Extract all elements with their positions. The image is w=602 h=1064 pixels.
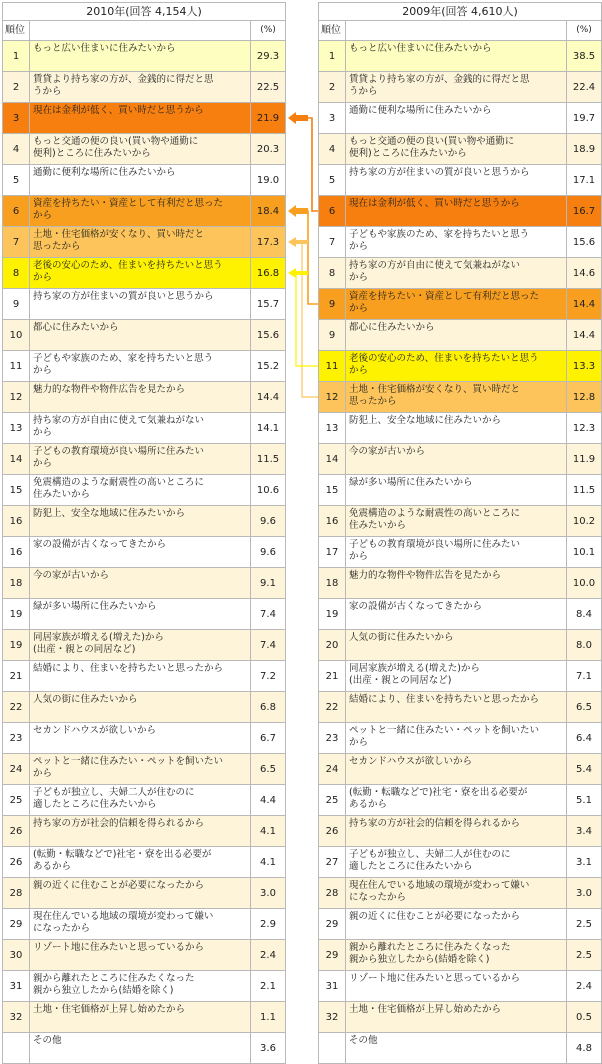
rank-cell bbox=[319, 1033, 346, 1064]
percent-cell: 8.4 bbox=[567, 599, 602, 630]
rank-cell: 11 bbox=[3, 351, 30, 382]
table-row bbox=[3, 661, 286, 692]
rank-cell: 29 bbox=[3, 909, 30, 940]
rank-cell: 24 bbox=[3, 754, 30, 785]
reason-cell: 資産を持ちたい・資産として有利だと思った から bbox=[346, 289, 567, 320]
percent-cell: 2.1 bbox=[251, 971, 286, 1002]
rank-cell: 18 bbox=[319, 568, 346, 599]
rank-cell: 8 bbox=[319, 258, 346, 289]
table-row bbox=[3, 227, 286, 258]
percent-cell: 9.6 bbox=[251, 537, 286, 568]
rank-cell: 10 bbox=[3, 320, 30, 351]
rank-cell: 19 bbox=[3, 599, 30, 630]
reason-cell: 老後の安心のため、住まいを持ちたいと思う から bbox=[346, 351, 567, 382]
percent-cell: 29.3 bbox=[251, 41, 286, 72]
connector-line bbox=[300, 211, 318, 304]
reason-cell: 同居家族が増える(増えた)から (出産・親との同居など) bbox=[30, 630, 251, 661]
percent-cell: 14.4 bbox=[567, 289, 602, 320]
rank-cell: 3 bbox=[319, 103, 346, 134]
reason-cell: 持ち家の方が住まいの質が良いと思うから bbox=[346, 165, 567, 196]
table-row bbox=[319, 599, 602, 630]
table-row bbox=[319, 909, 602, 940]
table-row bbox=[319, 1002, 602, 1033]
arrow-left-icon bbox=[288, 237, 308, 247]
reason-cell: 持ち家の方が自由に使えて気兼ねがない から bbox=[346, 258, 567, 289]
rank-cell: 25 bbox=[319, 785, 346, 816]
table-row bbox=[3, 785, 286, 816]
reason-cell: もっと交通の便の良い(買い物や通勤に 便利)ところに住みたいから bbox=[346, 134, 567, 165]
reason-cell: 現在は金利が低く、買い時だと思うから bbox=[346, 196, 567, 227]
unit-header: (%) bbox=[567, 21, 602, 41]
percent-cell: 2.4 bbox=[251, 940, 286, 971]
rank-cell: 17 bbox=[319, 537, 346, 568]
percent-cell: 7.2 bbox=[251, 661, 286, 692]
table-row bbox=[319, 1033, 602, 1064]
rank-cell: 31 bbox=[319, 971, 346, 1002]
rank-cell: 3 bbox=[3, 103, 30, 134]
reason-cell: 免震構造のような耐震性の高いところに 住みたいから bbox=[346, 506, 567, 537]
rank-cell: 27 bbox=[319, 847, 346, 878]
reason-cell: セカンドハウスが欲しいから bbox=[30, 723, 251, 754]
percent-cell: 15.6 bbox=[251, 320, 286, 351]
percent-cell: 17.1 bbox=[567, 165, 602, 196]
reason-cell: 緑が多い場所に住みたいから bbox=[30, 599, 251, 630]
reason-cell: 子どもの教育環境が良い場所に住みたい から bbox=[30, 444, 251, 475]
table-row bbox=[319, 382, 602, 413]
reason-cell: 土地・住宅価格が安くなり、買い時だと 思ったから bbox=[346, 382, 567, 413]
rank-cell: 8 bbox=[3, 258, 30, 289]
rank-cell: 21 bbox=[319, 661, 346, 692]
reason-cell: 親から離れたところに住みたくなった 親から独立したから(結婚を除く) bbox=[346, 940, 567, 971]
rank-cell: 4 bbox=[3, 134, 30, 165]
table-row bbox=[319, 661, 602, 692]
reason-cell: 持ち家の方が住まいの質が良いと思うから bbox=[30, 289, 251, 320]
reason-cell: 今の家が古いから bbox=[30, 568, 251, 599]
reason-cell: 土地・住宅価格が上昇し始めたから bbox=[30, 1002, 251, 1033]
reason-cell: セカンドハウスが欲しいから bbox=[346, 754, 567, 785]
reason-cell: 都心に住みたいから bbox=[30, 320, 251, 351]
reason-header bbox=[346, 21, 567, 41]
percent-cell: 10.0 bbox=[567, 568, 602, 599]
percent-cell: 2.4 bbox=[567, 971, 602, 1002]
table-row bbox=[3, 971, 286, 1002]
percent-cell: 3.1 bbox=[567, 847, 602, 878]
rank-cell: 4 bbox=[319, 134, 346, 165]
percent-cell: 8.0 bbox=[567, 630, 602, 661]
table-row bbox=[319, 103, 602, 134]
percent-cell: 5.1 bbox=[567, 785, 602, 816]
rank-cell: 7 bbox=[3, 227, 30, 258]
table-row bbox=[3, 444, 286, 475]
table-row bbox=[319, 351, 602, 382]
rank-cell: 26 bbox=[3, 816, 30, 847]
rank-cell: 19 bbox=[3, 630, 30, 661]
table-row bbox=[3, 878, 286, 909]
rank-cell: 9 bbox=[319, 320, 346, 351]
percent-cell: 38.5 bbox=[567, 41, 602, 72]
rank-cell: 16 bbox=[3, 537, 30, 568]
table-row bbox=[3, 599, 286, 630]
table-row bbox=[3, 847, 286, 878]
rank-cell: 26 bbox=[3, 847, 30, 878]
reason-cell: 現在住んでいる地域の環境が変わって嫌い になったから bbox=[346, 878, 567, 909]
reason-cell: 通勤に便利な場所に住みたいから bbox=[30, 165, 251, 196]
reason-cell: 人気の街に住みたいから bbox=[346, 630, 567, 661]
table-row bbox=[319, 506, 602, 537]
reason-cell: (転勤・転職などで)社宅・寮を出る必要が あるから bbox=[30, 847, 251, 878]
ranking-table-2010 bbox=[2, 2, 286, 1064]
rank-cell: 16 bbox=[3, 506, 30, 537]
percent-cell: 9.1 bbox=[251, 568, 286, 599]
rank-cell: 28 bbox=[3, 878, 30, 909]
table-row bbox=[3, 754, 286, 785]
rank-cell: 9 bbox=[319, 289, 346, 320]
reason-cell: 老後の安心のため、住まいを持ちたいと思う から bbox=[30, 258, 251, 289]
table-row bbox=[3, 196, 286, 227]
reason-cell: その他 bbox=[346, 1033, 567, 1064]
reason-cell: リゾート地に住みたいと思っているから bbox=[346, 971, 567, 1002]
table-row bbox=[3, 1033, 286, 1064]
rank-cell: 15 bbox=[319, 475, 346, 506]
reason-cell: 免震構造のような耐震性の高いところに 住みたいから bbox=[30, 475, 251, 506]
rank-cell: 12 bbox=[3, 382, 30, 413]
table-row bbox=[3, 72, 286, 103]
rank-cell: 13 bbox=[319, 413, 346, 444]
reason-cell: リゾート地に住みたいと思っているから bbox=[30, 940, 251, 971]
table-row bbox=[319, 413, 602, 444]
reason-cell: ペットと一緒に住みたい・ペットを飼いたい から bbox=[30, 754, 251, 785]
connector-line bbox=[300, 242, 318, 397]
table-row bbox=[319, 227, 602, 258]
rank-cell: 16 bbox=[319, 506, 346, 537]
rank-cell: 1 bbox=[3, 41, 30, 72]
rank-cell: 5 bbox=[3, 165, 30, 196]
rank-cell: 30 bbox=[3, 940, 30, 971]
percent-cell: 11.9 bbox=[567, 444, 602, 475]
rank-cell: 11 bbox=[319, 351, 346, 382]
percent-cell: 16.8 bbox=[251, 258, 286, 289]
table-row bbox=[3, 506, 286, 537]
reason-cell: 土地・住宅価格が上昇し始めたから bbox=[346, 1002, 567, 1033]
rank-cell: 6 bbox=[3, 196, 30, 227]
arrow-left-icon bbox=[288, 205, 308, 217]
rank-cell: 7 bbox=[319, 227, 346, 258]
percent-cell: 15.6 bbox=[567, 227, 602, 258]
percent-cell: 10.2 bbox=[567, 506, 602, 537]
percent-cell: 6.4 bbox=[567, 723, 602, 754]
rank-cell: 12 bbox=[319, 382, 346, 413]
percent-cell: 14.6 bbox=[567, 258, 602, 289]
table-row bbox=[319, 816, 602, 847]
rank-cell: 31 bbox=[3, 971, 30, 1002]
unit-header: (%) bbox=[251, 21, 286, 41]
reason-cell: 現在は金利が低く、買い時だと思うから bbox=[30, 103, 251, 134]
percent-cell: 6.5 bbox=[251, 754, 286, 785]
table-row bbox=[3, 537, 286, 568]
table-title-2009: 2009年(回答 4,610人) bbox=[319, 3, 602, 21]
table-row bbox=[3, 630, 286, 661]
percent-cell: 18.9 bbox=[567, 134, 602, 165]
percent-cell: 19.7 bbox=[567, 103, 602, 134]
reason-cell: 子どもや家族のため、家を持ちたいと思う から bbox=[346, 227, 567, 258]
table-row bbox=[3, 41, 286, 72]
table-row bbox=[319, 72, 602, 103]
reason-cell: 防犯上、安全な地域に住みたいから bbox=[30, 506, 251, 537]
percent-cell: 3.4 bbox=[567, 816, 602, 847]
percent-cell: 19.0 bbox=[251, 165, 286, 196]
table-row bbox=[3, 103, 286, 134]
table-row bbox=[319, 475, 602, 506]
percent-cell: 0.5 bbox=[567, 1002, 602, 1033]
arrow-left-icon bbox=[288, 268, 308, 278]
table-row bbox=[3, 351, 286, 382]
percent-cell: 10.1 bbox=[567, 537, 602, 568]
table-row bbox=[319, 444, 602, 475]
rank-cell bbox=[3, 1033, 30, 1064]
rank-cell: 29 bbox=[319, 940, 346, 971]
percent-cell: 6.5 bbox=[567, 692, 602, 723]
table-row bbox=[319, 320, 602, 351]
table-row bbox=[3, 940, 286, 971]
percent-cell: 12.8 bbox=[567, 382, 602, 413]
percent-cell: 14.4 bbox=[567, 320, 602, 351]
table-title-2010: 2010年(回答 4,154人) bbox=[3, 3, 286, 21]
rank-cell: 23 bbox=[3, 723, 30, 754]
table-row bbox=[319, 165, 602, 196]
reason-cell: 人気の街に住みたいから bbox=[30, 692, 251, 723]
reason-cell: 今の家が古いから bbox=[346, 444, 567, 475]
table-row bbox=[3, 165, 286, 196]
rank-cell: 2 bbox=[319, 72, 346, 103]
connector-line bbox=[296, 273, 318, 366]
rank-cell: 26 bbox=[319, 816, 346, 847]
table-row bbox=[319, 258, 602, 289]
table-row bbox=[319, 754, 602, 785]
rank-cell: 6 bbox=[319, 196, 346, 227]
percent-cell: 4.8 bbox=[567, 1033, 602, 1064]
table-row bbox=[319, 568, 602, 599]
percent-cell: 7.4 bbox=[251, 630, 286, 661]
reason-cell: 賃貸より持ち家の方が、金銭的に得だと思 うから bbox=[30, 72, 251, 103]
rank-cell: 29 bbox=[319, 909, 346, 940]
table-row bbox=[319, 847, 602, 878]
reason-cell: ペットと一緒に住みたい・ペットを飼いたい から bbox=[346, 723, 567, 754]
table-row bbox=[3, 816, 286, 847]
table-row bbox=[3, 320, 286, 351]
percent-cell: 16.7 bbox=[567, 196, 602, 227]
table-row bbox=[3, 568, 286, 599]
rank-cell: 23 bbox=[319, 723, 346, 754]
reason-cell: 子どもの教育環境が良い場所に住みたい から bbox=[346, 537, 567, 568]
table-row bbox=[319, 940, 602, 971]
reason-cell: 家の設備が古くなってきたから bbox=[346, 599, 567, 630]
reason-cell: 親の近くに住むことが必要になったから bbox=[346, 909, 567, 940]
reason-cell: 魅力的な物件や物件広告を見たから bbox=[30, 382, 251, 413]
percent-cell: 4.4 bbox=[251, 785, 286, 816]
percent-cell: 12.3 bbox=[567, 413, 602, 444]
reason-cell: 魅力的な物件や物件広告を見たから bbox=[346, 568, 567, 599]
ranking-table-2009 bbox=[318, 2, 602, 1064]
rank-cell: 2 bbox=[3, 72, 30, 103]
rank-cell: 14 bbox=[319, 444, 346, 475]
percent-cell: 15.2 bbox=[251, 351, 286, 382]
percent-cell: 11.5 bbox=[567, 475, 602, 506]
rank-cell: 28 bbox=[319, 878, 346, 909]
reason-cell: 子どもが独立し、夫婦二人が住むのに 適したところに住みたいから bbox=[30, 785, 251, 816]
table-row bbox=[319, 289, 602, 320]
percent-cell: 13.3 bbox=[567, 351, 602, 382]
percent-cell: 3.0 bbox=[567, 878, 602, 909]
percent-cell: 2.5 bbox=[567, 940, 602, 971]
reason-cell: もっと交通の便の良い(買い物や通勤に 便利)ところに住みたいから bbox=[30, 134, 251, 165]
rank-cell: 19 bbox=[319, 599, 346, 630]
table-row bbox=[319, 537, 602, 568]
percent-cell: 1.1 bbox=[251, 1002, 286, 1033]
percent-cell: 14.4 bbox=[251, 382, 286, 413]
percent-cell: 6.8 bbox=[251, 692, 286, 723]
rank-cell: 22 bbox=[3, 692, 30, 723]
table-row bbox=[319, 785, 602, 816]
percent-cell: 9.6 bbox=[251, 506, 286, 537]
reason-cell: 都心に住みたいから bbox=[346, 320, 567, 351]
reason-cell: 防犯上、安全な地域に住みたいから bbox=[346, 413, 567, 444]
rank-cell: 18 bbox=[3, 568, 30, 599]
reason-cell: 現在住んでいる地域の環境が変わって嫌い になったから bbox=[30, 909, 251, 940]
percent-cell: 7.4 bbox=[251, 599, 286, 630]
table-row bbox=[3, 134, 286, 165]
reason-cell: もっと広い住まいに住みたいから bbox=[346, 41, 567, 72]
percent-cell: 22.4 bbox=[567, 72, 602, 103]
rank-cell: 24 bbox=[319, 754, 346, 785]
table-row bbox=[319, 41, 602, 72]
connector-line bbox=[300, 118, 318, 211]
reason-cell: その他 bbox=[30, 1033, 251, 1064]
percent-cell: 2.9 bbox=[251, 909, 286, 940]
table-row bbox=[319, 630, 602, 661]
table-row bbox=[3, 723, 286, 754]
percent-cell: 11.5 bbox=[251, 444, 286, 475]
table-row bbox=[3, 692, 286, 723]
reason-cell: 結婚により、住まいを持ちたいと思ったから bbox=[346, 692, 567, 723]
table-row bbox=[3, 258, 286, 289]
percent-cell: 2.5 bbox=[567, 909, 602, 940]
rank-cell: 21 bbox=[3, 661, 30, 692]
percent-cell: 10.6 bbox=[251, 475, 286, 506]
rank-header: 順位 bbox=[319, 21, 346, 41]
reason-cell: (転勤・転職などで)社宅・寮を出る必要が あるから bbox=[346, 785, 567, 816]
rank-cell: 20 bbox=[319, 630, 346, 661]
rank-cell: 14 bbox=[3, 444, 30, 475]
percent-cell: 14.1 bbox=[251, 413, 286, 444]
table-row bbox=[3, 475, 286, 506]
reason-cell: 資産を持ちたい・資産として有利だと思った から bbox=[30, 196, 251, 227]
percent-cell: 21.9 bbox=[251, 103, 286, 134]
reason-cell: 親から離れたところに住みたくなった 親から独立したから(結婚を除く) bbox=[30, 971, 251, 1002]
arrow-left-icon bbox=[288, 112, 308, 124]
percent-cell: 4.1 bbox=[251, 816, 286, 847]
reason-cell: 結婚により、住まいを持ちたいと思ったから bbox=[30, 661, 251, 692]
percent-cell: 17.3 bbox=[251, 227, 286, 258]
rank-cell: 32 bbox=[3, 1002, 30, 1033]
reason-cell: 子どもや家族のため、家を持ちたいと思う から bbox=[30, 351, 251, 382]
reason-cell: 子どもが独立し、夫婦二人が住むのに 適したところに住みたいから bbox=[346, 847, 567, 878]
percent-cell: 3.0 bbox=[251, 878, 286, 909]
percent-cell: 18.4 bbox=[251, 196, 286, 227]
percent-cell: 7.1 bbox=[567, 661, 602, 692]
percent-cell: 15.7 bbox=[251, 289, 286, 320]
percent-cell: 6.7 bbox=[251, 723, 286, 754]
table-row bbox=[3, 289, 286, 320]
reason-cell: もっと広い住まいに住みたいから bbox=[30, 41, 251, 72]
percent-cell: 22.5 bbox=[251, 72, 286, 103]
reason-cell: 親の近くに住むことが必要になったから bbox=[30, 878, 251, 909]
rank-cell: 1 bbox=[319, 41, 346, 72]
percent-cell: 20.3 bbox=[251, 134, 286, 165]
percent-cell: 4.1 bbox=[251, 847, 286, 878]
reason-cell: 賃貸より持ち家の方が、金銭的に得だと思 うから bbox=[346, 72, 567, 103]
rank-cell: 9 bbox=[3, 289, 30, 320]
reason-cell: 土地・住宅価格が安くなり、買い時だと 思ったから bbox=[30, 227, 251, 258]
reason-cell: 持ち家の方が社会的信頼を得られるから bbox=[30, 816, 251, 847]
rank-cell: 5 bbox=[319, 165, 346, 196]
rank-cell: 25 bbox=[3, 785, 30, 816]
reason-header bbox=[30, 21, 251, 41]
table-row bbox=[319, 723, 602, 754]
reason-cell: 通勤に便利な場所に住みたいから bbox=[346, 103, 567, 134]
table-row bbox=[319, 971, 602, 1002]
reason-cell: 持ち家の方が自由に使えて気兼ねがない から bbox=[30, 413, 251, 444]
table-row bbox=[3, 1002, 286, 1033]
table-row bbox=[319, 196, 602, 227]
rank-cell: 13 bbox=[3, 413, 30, 444]
rank-header: 順位 bbox=[3, 21, 30, 41]
table-row bbox=[3, 382, 286, 413]
percent-cell: 3.6 bbox=[251, 1033, 286, 1064]
table-row bbox=[319, 878, 602, 909]
table-row bbox=[3, 909, 286, 940]
reason-cell: 緑が多い場所に住みたいから bbox=[346, 475, 567, 506]
percent-cell: 5.4 bbox=[567, 754, 602, 785]
table-row bbox=[319, 134, 602, 165]
reason-cell: 同居家族が増える(増えた)から (出産・親との同居など) bbox=[346, 661, 567, 692]
table-row bbox=[3, 413, 286, 444]
reason-cell: 持ち家の方が社会的信頼を得られるから bbox=[346, 816, 567, 847]
rank-cell: 32 bbox=[319, 1002, 346, 1033]
rank-cell: 22 bbox=[319, 692, 346, 723]
rank-cell: 15 bbox=[3, 475, 30, 506]
table-row bbox=[319, 692, 602, 723]
reason-cell: 家の設備が古くなってきたから bbox=[30, 537, 251, 568]
